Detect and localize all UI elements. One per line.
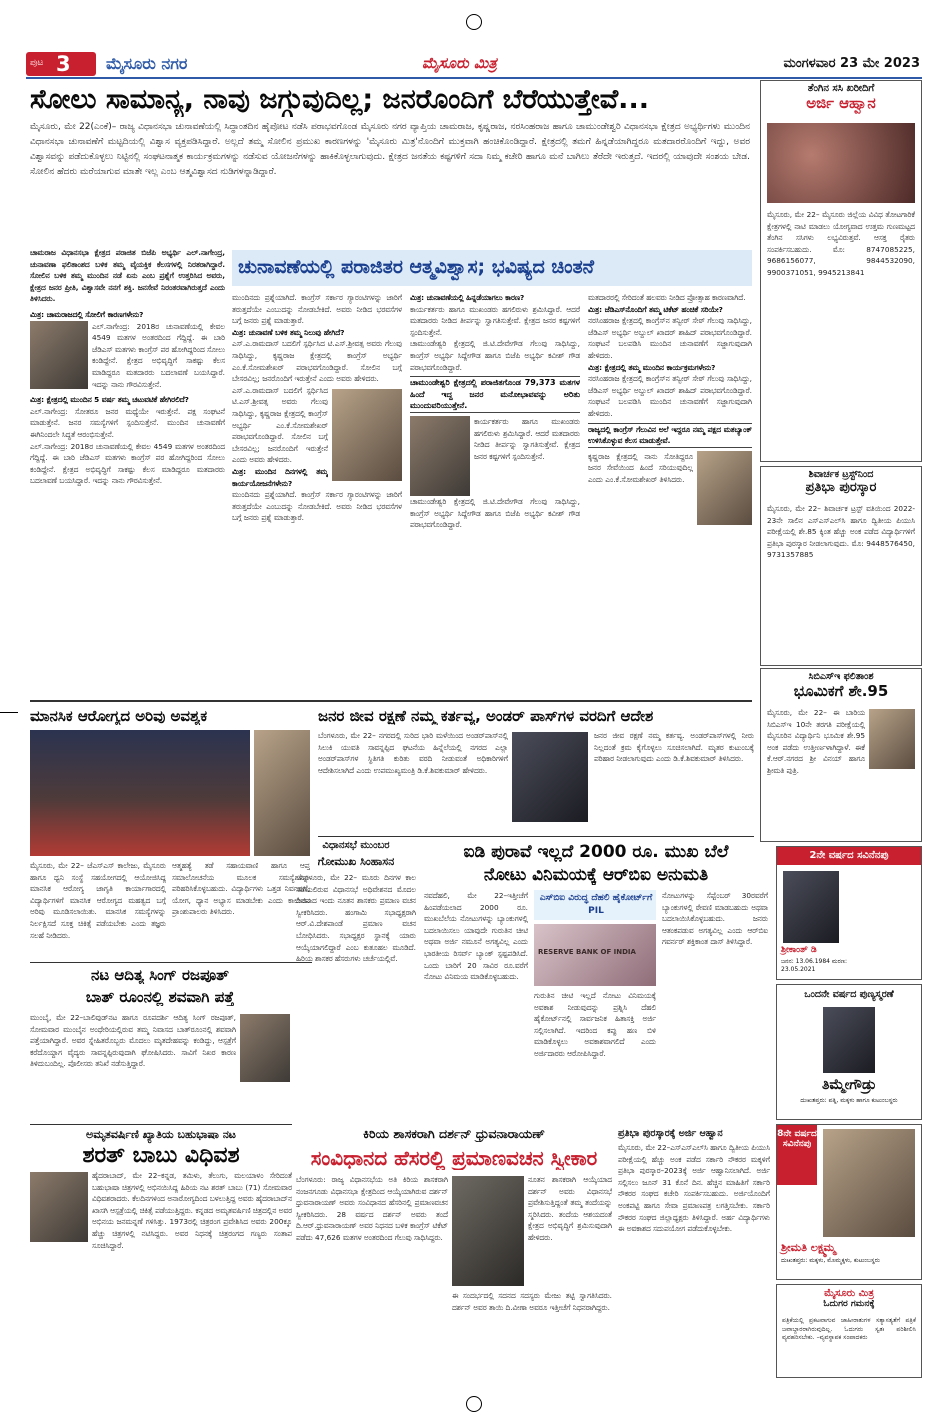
speaker-kicker: ವಿಧಾನಸಭೆ ಮುಂಬರ: [322, 840, 390, 851]
lead-col1-answer-2: ಎಲ್.ನಾಗೇಂದ್ರ: ಸೋತರೂ ಜನರ ಮಧ್ಯೆಯೇ ಇರುತ್ತೇನೆ. ಪಕ್ಷ ಸಂಘಟನೆ ಮಾಡುತ್ತೇನೆ. ಜನರ ಸಮಸ್ಯೆಗಳಿಗೆ ಸ್ಪಂದಿಸುತ್ತೇನೆ. ಮುಂದಿನ ಚುನಾವಣೆಗೆ ಈಗಿನಿಂದಲೇ ಸಿದ್ಧತೆ ಆರಂಭಿಸುತ್ತೇನೆ.: [30, 406, 225, 439]
sarath-kicker: ಅಮೃತವರ್ಷಿಣಿ ಖ್ಯಾತಿಯ ಬಹುಭಾಷಾ ನಟ: [86, 1128, 236, 1141]
onion-ad-body: ಮೈಸೂರು, ಮೇ 22– ಮೈಸೂರು ಜಿಲ್ಲೆಯ ವಿವಿಧ ತೋಟಗಾರಿಕೆ ಕ್ಷೇತ್ರಗಳಲ್ಲಿ ನಾಟಿ ಮಾಡಲು ಯೋಗ್ಯವಾದ ಉತ್ತಮ ಗುಣಮಟ್ಟದ ತೆಂಗಿನ ಸಸಿಗಳು ಲಭ್ಯವಿರುತ್ತವೆ. ಆಸಕ್ತ ರೈತರು ಸಂಪರ್ಕಿಸಬಹುದು. ಮೊ: 8747085225, 9686156077, 9844532090, 9900371051, 9945213841: [767, 210, 915, 277]
lead-col3-answer: ಕಾರ್ಯಕರ್ತರು ಹಾಗೂ ಮುಖಂಡರು ಹಗಲಿರುಳು ಶ್ರಮಿಸಿದ್ದಾರೆ. ಆದರೆ ಮತದಾರರು ನೀಡಿದ ತೀರ್ಪನ್ನು ಸ್ವಾಗತಿಸುತ್ತೇವೆ. ಕ್ಷೇತ್ರದ ಜನರ ಕಷ್ಟಗಳಿಗೆ ಸ್ಪಂದಿಸುತ್ತೇನೆ.: [474, 416, 580, 461]
lead-intro: ಮೈಸೂರು, ಮೇ 22(ಎಂಕೆ)– ರಾಜ್ಯ ವಿಧಾನಸಭಾ ಚುನಾವಣೆಯಲ್ಲಿ ಸಿದ್ಧಾಂತದಿನ ಹೈಪೋಟ ನಡೆಸಿ ಪರಾಭವಗೊಂಡ ಮೈಸೂರು ನಗರ ವ್ಯಾಪ್ತಿಯ ಚಾಮರಾಜ, ಕೃಷ್ಣರಾಜ, ನರಸಿಂಹರಾಜ ಹಾಗೂ ಚಾಮುಂಡೇಶ್ವರಿ ವಿಧಾನಸಭಾ ಕ್ಷೇತ್ರದ ಅಭ್ಯರ್ಥಿಗಳು ಮುಂದಿನ ವಿಧಾನಸಭಾ ಚುನಾವಣೆಗೆ ಮಟ್ಟದಿಯಲ್ಲಿ ವಿಶ್ವಾಸ ವ್ಯಕ್ತಪಡಿಸಿದ್ದಾರೆ. ಅಲ್ಲದೆ ತಮ್ಮ ಸೋಲಿನ ಪ್ರಮುಖ ಕಾರಣಗಳನ್ನು 'ಮೈಸೂರು ಮಿತ್ರ'ನೊಂದಿಗೆ ಮುಕ್ತವಾಗಿ ಹಂಚಿಕೊಂಡಿದ್ದಾರೆ. ಕ್ಷೇತ್ರದಲ್ಲಿ ತಮಗೆ ಹಿನ್ನಡೆಯಾಗಿದ್ದರೂ ಮತದಾರರೊಂದಿಗೆ ಇದ್ದು, ಅವರ ವಿಶ್ವಾಸವನ್ನು ಪಡೆದುಕೊಳ್ಳಲು ನಿಟ್ಟಿನಲ್ಲಿ ಸಂಘಟನಾತ್ಮಕ ಕಾರ್ಯಕ್ರಮಗಳನ್ನು ನಡೆಸುವ ಯೋಜನೆಗಳನ್ನು ಹಾಕಿಕೊಳ್ಳಲಾಗುವುದು. ಕ್ಷೇತ್ರದ ಜನತೆಯ ಕಷ್ಟಗಳಿಗೆ ಸದಾ ನಿಮ್ಮ ಕಚೇರಿ ಹಾಗೂ ಮನೆ ಬಾಗಿಲು ತೆರೆದೇ ಇರುತ್ತದೆ. ಇದರಲ್ಲಿ ಯಾವುದೇ ಸಂಶಯ ಬೇಡ. ಸೋಲಿನ ಹೆದರು ಮರೆಯಾಗುವ ಮಾತೇ ಇಲ್ಲ ಎಂಬ ಆತ್ಮವಿಶ್ವಾಸದ ನುಡಿಗಳನ್ನಾಡಿದ್ದಾರೆ.: [30, 122, 750, 177]
section-name: ಮೈಸೂರು ನಗರ: [106, 54, 188, 73]
onion-ad-subtitle: ಅರ್ಜಿ ಆಹ್ವಾನ: [806, 94, 876, 112]
lead-subhead-band: [232, 250, 752, 286]
mental-bottom-rule: [30, 962, 312, 963]
masthead-underline: [26, 77, 922, 79]
lead-bottom-rule: [30, 700, 752, 702]
lead-col-1: [30, 247, 225, 695]
bhumika-photo: [869, 709, 915, 769]
cbse-ad-body: ಮೈಸೂರು, ಮೇ 22– ಈ ಬಾರಿಯ ಸಿಬಿಎಸ್ಇ 10ನೇ ತರಗತಿ ಪರೀಕ್ಷೆಯಲ್ಲಿ ಮೈಸೂರಿನ ವಿದ್ಯಾರ್ಥಿನಿ ಭೂಮಿಕ ಶೇ.95 ಅಂಕ ಪಡೆದು ಉತ್ತೀರ್ಣಳಾಗಿದ್ದಾಳೆ. ಈಕೆ ಕೆ.ಆರ್.ನಗರದ ಶ್ರೀ ವಿನಯ್ ಹಾಗೂ ಶ್ರೀಮತಿ ಪುತ್ರಿ.: [767, 708, 865, 775]
lead-col4-question: ಮಿತ್ರ: ಜೆಡಿಎಸ್‌ನೊಂದಿಗೆ ತಮ್ಮ ಟಿಕೆಟ್ ಹಂಚಿಕೆ ಸರಿಯೇ?: [588, 304, 723, 314]
currency-body-3: ನೋಟುಗಳನ್ನು ಸೆಪ್ಟೆಂಬರ್ 30ರವರೆಗೆ ಬ್ಯಾಂಕುಗಳಲ್ಲಿ ಠೇವಣಿ ಮಾಡಬಹುದು ಅಥವಾ ಬದಲಾಯಿಸಿಕೊಳ್ಳಬಹುದು. ಜನರು ಆತಂಕಪಡುವ ಅಗತ್ಯವಿಲ್ಲ ಎಂದು ಆರ್‌ಬಿಐ ಗವರ್ನರ್ ಶಕ್ತಿಕಾಂತ ದಾಸ್ ತಿಳಿಸಿದ್ದಾರೆ.: [662, 891, 768, 947]
page-number: 3: [56, 52, 71, 76]
sarath-headline: ಶರತ್ ಬಾಬು ವಿಧಿವಶ: [82, 1143, 240, 1168]
lead-col4-answer: ನರಸಿಂಹರಾಜ ಕ್ಷೇತ್ರದಲ್ಲಿ ಕಾಂಗ್ರೆಸ್‌ನ ತನ್ವೀರ್ ಸೇಠ್ ಗೆಲುವು ಸಾಧಿಸಿದ್ದು, ಜೆಡಿಎಸ್ ಅಭ್ಯರ್ಥಿ ಅಬ್ದುಲ್ ಖಾದರ್ ಶಾಹಿದ್ ಪರಾಭವಗೊಂಡಿದ್ದಾರೆ. ಸಂಘಟನೆ ಬಲಪಡಿಸಿ ಮುಂದಿನ ಚುನಾವಣೆಗೆ ಸಜ್ಜಾಗುವುದಾಗಿ ಹೇಳಿದರು.: [588, 316, 752, 360]
lead-col2-question: ಮಿತ್ರ: ಚುನಾವಣೆ ಬಳಿಕ ತಮ್ಮ ನಿಲುವು ಹೇಗಿದೆ?: [232, 327, 345, 337]
memorial-3-title: 8ನೇ ವರ್ಷದ ಸವಿನೆನಪು: [777, 1125, 817, 1185]
notice-title: ಮೈಸೂರು ಮಿತ್ರ: [824, 1288, 874, 1299]
cbse-ad: [760, 668, 922, 842]
lead-col1-text: ಚಾಮರಾಜ ವಿಧಾನಸಭಾ ಕ್ಷೇತ್ರದ ಪರಾಜಿತ ಬಿಜೆಪಿ ಅಭ್ಯರ್ಥಿ ಎಲ್.ನಾಗೇಂದ್ರ, ಚುನಾವಣಾ ಫಲಿತಾಂಶದ ಬಳಿಕ ತಮ್ಮ ವೈಯಕ್ತಿಕ ಕೆಲಸಗಳಲ್ಲಿ ನಿರತರಾಗಿದ್ದಾರೆ. ಸೋಲಿನ ಬಳಿಕ ತಮ್ಮ ಮುಂದಿನ ನಡೆ ಏನು ಎಂಬ ಪ್ರಶ್ನೆಗೆ ಉತ್ತರಿಸಿದ ಅವರು, ಕ್ಷೇತ್ರದ ಜನರ ಪ್ರೀತಿ, ವಿಶ್ವಾಸವೇ ನನಗೆ ಶಕ್ತಿ. ಜನಸೇವೆ ನಿರಂತರವಾಗಿರುತ್ತದೆ ಎಂದು ತಿಳಿಸಿದರು.: [30, 248, 225, 304]
currency-pil-tag: [534, 890, 656, 920]
lead-col4-text: ಮತದಾರರಲ್ಲಿ ಸೇರಿದಂತೆ ಹಲವರು ನೀಡಿದ ಪ್ರೋತ್ಸಾಹ ಕಾರಣವಾಗಿದೆ.: [588, 293, 746, 302]
mental-body-1: ಮೈಸೂರು, ಮೇ 22– ಜೆಎಸ್ಎಸ್ ಕಾಲೇಜು, ಮೈಸೂರು ಹಾಗೂ ಧ್ವನಿ ಸಂಸ್ಥೆ ಸಹಯೋಗದಲ್ಲಿ ಆಯೋಜಿಸಿದ್ದ ಮಾನಸಿಕ ಆರೋಗ್ಯ ಜಾಗೃತಿ ಕಾರ್ಯಾಗಾರದಲ್ಲಿ ವಿದ್ಯಾರ್ಥಿಗಳಿಗೆ ಮಾನಸಿಕ ಆರೋಗ್ಯದ ಮಹತ್ವದ ಬಗ್ಗೆ ಅರಿವು ಮೂಡಿಸಲಾಯಿತು. ಮಾನಸಿಕ ಸಮಸ್ಯೆಗಳನ್ನು ನಿರ್ಲಕ್ಷಿಸದೆ ಸೂಕ್ತ ಚಿಕಿತ್ಸೆ ಪಡೆಯಬೇಕು ಎಂದು ತಜ್ಞರು ಸಲಹೆ ನೀಡಿದರು.: [30, 861, 166, 940]
notice-body: ಪತ್ರಿಕೆಯಲ್ಲಿ ಪ್ರಕಟವಾಗುವ ಜಾಹೀರಾತುಗಳ ಸತ್ಯಾಸತ್ಯತೆಗೆ ಪತ್ರಿಕೆ ಜವಾಬ್ದಾರರಾಗಿರುವುದಿಲ್ಲ. ಓದುಗರು ಸ್ವತಃ ಪರಿಶೀಲಿಸಿ ವ್ಯವಹರಿಸಬೇಕು. –ವ್ಯವಸ್ಥಾಪಕ ಸಂಪಾದಕರು: [782, 1317, 916, 1341]
speaker-headline: ಗೋಮುಖ ಸಿಂಹಾಸನ: [317, 855, 395, 868]
memorial-3-sub: ದುಃಖತಪ್ತರು: ಮಕ್ಕಳು, ಮೊಮ್ಮಕ್ಕಳು, ಕುಟುಂಬಸ್ಥರು: [781, 1257, 880, 1264]
lead-col-4: [588, 292, 752, 695]
memorial-1-title: 2ನೇ ವರ್ಷದ ಸವಿನೆನಪು: [777, 847, 921, 865]
lead-col2-answer: ಎಸ್.ಎ.ರಾಮದಾಸ್ ಬದಲಿಗೆ ಸ್ಪರ್ಧಿಸಿದ ಟಿ.ಎಸ್.ಶ್ರೀವತ್ಸ ಅವರು ಗೆಲುವು ಸಾಧಿಸಿದ್ದು, ಕೃಷ್ಣರಾಜ ಕ್ಷೇತ್ರದಲ್ಲಿ ಕಾಂಗ್ರೆಸ್ ಅಭ್ಯರ್ಥಿ ಎಂ.ಕೆ.ಸೋಮಶೇಖರ್ ಪರಾಭವಗೊಂಡಿದ್ದಾರೆ. ಸೋಲಿನ ಬಗ್ಗೆ ಬೇಸರವಿಲ್ಲ; ಜನರೊಂದಿಗೆ ಇರುತ್ತೇನೆ ಎಂದು ಅವರು ಹೇಳಿದರು.: [232, 339, 402, 384]
page-label: ಪುಟ: [30, 58, 44, 68]
lead-col1-question: ಮಿತ್ರ: ಚಾಮರಾಜದಲ್ಲಿ ಸೋಲಿಗೆ ಕಾರಣಗಳೇನು?: [30, 309, 144, 319]
lead-col3-question: ಮಿತ್ರ: ಚುನಾವಣೆಯಲ್ಲಿ ಹಿನ್ನಡೆಯಾಗಲು ಕಾರಣ?: [410, 293, 525, 302]
lead-col2-text: ಮುಂದಿನದು ಪ್ರಶ್ನೆಯಾಗಿದೆ. ಕಾಂಗ್ರೆಸ್ ಸರ್ಕಾರ ಗ್ಯಾರಂಟಿಗಳನ್ನು ಜಾರಿಗೆ ತರುತ್ತದೆಯೇ ಎಂಬುದನ್ನು ನೋಡಬೇಕಿದೆ. ಅವರು ನೀಡಿದ ಭರವಸೆಗಳ ಬಗ್ಗೆ ಜನರು ಪ್ರಶ್ನೆ ಮಾಡುತ್ತಾರೆ.: [232, 293, 402, 326]
underpass-body-2: ಜನರ ಜೀವ ರಕ್ಷಣೆ ನಮ್ಮ ಕರ್ತವ್ಯ. ಅಂಡರ್‌ಪಾಸ್‌ಗಳಲ್ಲಿ ನೀರು ನಿಲ್ಲದಂತೆ ಕ್ರಮ ಕೈಗೊಳ್ಳಲು ಸೂಚಿಸಲಾಗಿದೆ. ಮೃತರ ಕುಟುಂಬಕ್ಕೆ ಪರಿಹಾರ ನೀಡಲಾಗುವುದು ಎಂದು ಡಿ.ಕೆ.ಶಿವಕುಮಾರ್ ತಿಳಿಸಿದರು.: [594, 731, 754, 764]
issue-date: ಮಂಗಳವಾರ 23 ಮೇ 2023: [783, 56, 920, 71]
rbi-photo: [534, 924, 656, 986]
somashekar-photo: [332, 389, 402, 481]
lead-col1-answer-3: ಎಲ್.ನಾಗೇಂದ್ರ: 2018ರ ಚುನಾವಣೆಯಲ್ಲಿ ಕೇವಲ 4549 ಮತಗಳ ಅಂತರದಿಂದ ಗೆದ್ದಿದ್ದೆ. ಈ ಬಾರಿ ಜೆಡಿಎಸ್ ಮತಗಳು ಕಾಂಗ್ರೆಸ್ ಪರ ಹೋಗಿದ್ದರಿಂದ ಸೋಲು ಕಂಡಿದ್ದೇನೆ. ಕ್ಷೇತ್ರದ ಅಭಿವೃದ್ಧಿಗೆ ಸಾಕಷ್ಟು ಕೆಲಸ ಮಾಡಿದ್ದರೂ ಮತದಾರರು ಬದಲಾವಣೆ ಬಯಸಿದ್ದಾರೆ. ಇದನ್ನು ನಾನು ಗೌರವಿಸುತ್ತೇನೆ.: [30, 441, 225, 486]
lead-col-2: [232, 292, 402, 695]
lead-col4-callout: ರಾಜ್ಯದಲ್ಲಿ ಕಾಂಗ್ರೆಸ್ ಗೆಲುವಿನ ಅಲೆ ಇದ್ದರೂ ನಮ್ಮ ಪಕ್ಷದ ಮತಬ್ಯಾಂಕ್ ಉಳಿಸಿಕೊಳ್ಳುವ ಕೆಲಸ ಮಾಡುತ್ತೇವೆ.: [588, 423, 752, 448]
lead-col2-answer-2: ಎಸ್.ಎ.ರಾಮದಾಸ್ ಬದಲಿಗೆ ಸ್ಪರ್ಧಿಸಿದ ಟಿ.ಎಸ್.ಶ್ರೀವತ್ಸ ಅವರು ಗೆಲುವು ಸಾಧಿಸಿದ್ದು, ಕೃಷ್ಣರಾಜ ಕ್ಷೇತ್ರದಲ್ಲಿ ಕಾಂಗ್ರೆಸ್ ಅಭ್ಯರ್ಥಿ ಎಂ.ಕೆ.ಸೋಮಶೇಖರ್ ಪರಾಭವಗೊಂಡಿದ್ದಾರೆ. ಸೋಲಿನ ಬಗ್ಗೆ ಬೇಸರವಿಲ್ಲ; ಜನರೊಂದಿಗೆ ಇರುತ್ತೇನೆ ಎಂದು ಅವರು ಹೇಳಿದರು.: [232, 385, 328, 465]
actor-headline-2: ಬಾತ್ ರೂಂನಲ್ಲಿ ಶವವಾಗಿ ಪತ್ತೆ: [85, 988, 235, 1006]
lead-col3-answer-2: ಚಾಮುಂಡೇಶ್ವರಿ ಕ್ಷೇತ್ರದಲ್ಲಿ ಜಿ.ಟಿ.ದೇವೇಗೌಡ ಗೆಲುವು ಸಾಧಿಸಿದ್ದು, ಕಾಂಗ್ರೆಸ್ ಅಭ್ಯರ್ಥಿ ಸಿದ್ದೇಗೌಡ ಹಾಗೂ ಬಿಜೆಪಿ ಅಭ್ಯರ್ಥಿ ಕವೀಶ್ ಗೌಡ ಪರಾಭವಗೊಂಡಿದ್ದಾರೆ.: [410, 496, 580, 530]
lead-col3-text-2: ಚಾಮುಂಡೇಶ್ವರಿ ಕ್ಷೇತ್ರದಲ್ಲಿ ಜಿ.ಟಿ.ದೇವೇಗೌಡ ಗೆಲುವು ಸಾಧಿಸಿದ್ದು, ಕಾಂಗ್ರೆಸ್ ಅಭ್ಯರ್ಥಿ ಸಿದ್ದೇಗೌಡ ಹಾಗೂ ಬಿಜೆಪಿ ಅಭ್ಯರ್ಥಿ ಕವೀಶ್ ಗೌಡ ಪರಾಭವಗೊಂಡಿದ್ದಾರೆ.: [410, 339, 580, 372]
memorial-3-name: ಶ್ರೀಮತಿ ಲಕ್ಷ್ಮಮ್ಮ: [781, 1241, 836, 1254]
memorial-1-name: ಶ್ರೀಕಾಂತ್ ಡಿ: [781, 945, 817, 955]
memorial-1: [776, 846, 922, 980]
award-ad: [760, 466, 922, 666]
mental-headline: ಮಾನಸಿಕ ಆರೋಗ್ಯದ ಅರಿವು ಅವಶ್ಯಕ: [30, 707, 208, 725]
memorial-3: [776, 1124, 922, 1280]
readers-notice: [776, 1284, 922, 1378]
memorial-2-title: ಒಂದನೇ ವರ್ಷದ ಪುಣ್ಯಸ್ಮರಣೆ: [804, 989, 894, 1000]
crop-mark-left: [0, 712, 18, 713]
pratibha-headline: ಪ್ರತಿಭಾ ಪುರಸ್ಕಾರಕ್ಕೆ ಅರ್ಜಿ ಆಹ್ವಾನ: [618, 1128, 723, 1139]
lead-col2-question-2: ಮಿತ್ರ: ಮುಂದಿನ ದಿನಗಳಲ್ಲಿ ತಮ್ಮ ಕಾರ್ಯಯೋಜನೆಗಳೇನು?: [232, 466, 328, 488]
actor-headline-1: ನಟ ಆದಿತ್ಯ ಸಿಂಗ್ ರಜಪೂತ್: [91, 966, 229, 984]
lead-col4-answer-3: ಕೃಷ್ಣರಾಜ ಕ್ಷೇತ್ರದಲ್ಲಿ ನಾನು ಸೋತಿದ್ದರೂ ಜನರ ಸೇವೆಯಿಂದ ಹಿಂದೆ ಸರಿಯುವುದಿಲ್ಲ ಎಂದು ಎಂ.ಕೆ.ಸೋಮಶೇಖರ್ ತಿಳಿಸಿದರು.: [588, 451, 693, 484]
lead-col1-answer: ಎಲ್.ನಾಗೇಂದ್ರ: 2018ರ ಚುನಾವಣೆಯಲ್ಲಿ ಕೇವಲ 4549 ಮತಗಳ ಅಂತರದಿಂದ ಗೆದ್ದಿದ್ದೆ. ಈ ಬಾರಿ ಜೆಡಿಎಸ್ ಮತಗಳು ಕಾಂಗ್ರೆಸ್ ಪರ ಹೋಗಿದ್ದರಿಂದ ಸೋಲು ಕಂಡಿದ್ದೇನೆ. ಕ್ಷೇತ್ರದ ಅಭಿವೃದ್ಧಿಗೆ ಸಾಕಷ್ಟು ಕೆಲಸ ಮಾಡಿದ್ದರೂ ಮತದಾರರು ಬದಲಾವಣೆ ಬಯಸಿದ್ದಾರೆ. ಇದನ್ನು ನಾನು ಗೌರವಿಸುತ್ತೇನೆ.: [92, 321, 225, 389]
cbse-ad-subtitle: ಭೂಮಿಕಗೆ ಶೇ.95: [793, 682, 889, 700]
award-ad-title: ಶಿವಾರ್ಚಕ ಟ್ರಸ್ಟ್‌ನಿಂದ: [808, 469, 874, 480]
lead-col1-question-2: ಮಿತ್ರ: ಕ್ಷೇತ್ರದಲ್ಲಿ ಮುಂದಿನ 5 ವರ್ಷ ತಮ್ಮ ಚಟುವಟಿಕೆ ಹೇಗಿರಲಿದೆ?: [30, 395, 189, 405]
notice-subtitle: ಓದುಗರ ಗಮನಕ್ಕೆ: [823, 1299, 875, 1309]
shivakumar-photo: [512, 732, 588, 822]
memorial-2-sub: ದುಃಖತಪ್ತರು: ಪತ್ನಿ, ಮಕ್ಕಳು ಹಾಗೂ ಕುಟುಂಬಸ್ಥರು: [800, 1097, 898, 1104]
memorial-2: [776, 984, 922, 1120]
rbi-photo-text: RESERVE BANK OF INDIA: [538, 948, 636, 956]
registration-mark-bottom: [466, 1396, 482, 1412]
cbse-ad-title: ಸಿಬಿಎಸ್ಇ ಫಲಿತಾಂಶ: [808, 671, 874, 682]
mental-event-photo-2: [254, 730, 310, 856]
paper-name: ಮೈಸೂರು ಮಿತ್ರ: [422, 54, 497, 72]
oath-body-1: ಬೆಂಗಳೂರು: ರಾಜ್ಯ ವಿಧಾನಸಭೆಯ ಅತಿ ಕಿರಿಯ ಶಾಸಕರಾಗಿ ನಂಜನಗೂಡು ವಿಧಾನಸಭಾ ಕ್ಷೇತ್ರದಿಂದ ಆಯ್ಕೆಯಾಗಿರುವ ದರ್ಶನ್ ಧ್ರುವನಾರಾಯಣ್ ಅವರು ಸಂವಿಧಾನದ ಹೆಸರಿನಲ್ಲಿ ಪ್ರಮಾಣವಚನ ಸ್ವೀಕರಿಸಿದರು. 28 ವರ್ಷದ ದರ್ಶನ್ ಅವರು ತಂದೆ ದಿ.ಆರ್.ಧ್ರುವನಾರಾಯಣ್ ಅವರ ನಿಧನದ ಬಳಿಕ ಕಾಂಗ್ರೆಸ್ ಟಿಕೆಟ್ ಪಡೆದು 47,626 ಮತಗಳ ಅಂತರದಿಂದ ಗೆಲುವು ಸಾಧಿಸಿದ್ದರು.: [296, 1175, 448, 1242]
darshan-photo: [452, 1176, 524, 1286]
lead-col2-answer-3: ಮುಂದಿನದು ಪ್ರಶ್ನೆಯಾಗಿದೆ. ಕಾಂಗ್ರೆಸ್ ಸರ್ಕಾರ ಗ್ಯಾರಂಟಿಗಳನ್ನು ಜಾರಿಗೆ ತರುತ್ತದೆಯೇ ಎಂಬುದನ್ನು ನೋಡಬೇಕಿದೆ. ಅವರು ನೀಡಿದ ಭರವಸೆಗಳ ಬಗ್ಗೆ ಜನರು ಪ್ರಶ್ನೆ ಮಾಡುತ್ತಾರೆ.: [232, 490, 402, 523]
memorial-2-name: ತಿಮ್ಮೇಗೌಡ್ರು: [822, 1077, 876, 1093]
award-ad-subtitle: ಪ್ರತಿಭಾ ಪುರಸ್ಕಾರ: [805, 480, 877, 495]
lead-col3-text: ಕಾರ್ಯಕರ್ತರು ಹಾಗೂ ಮುಖಂಡರು ಹಗಲಿರುಳು ಶ್ರಮಿಸಿದ್ದಾರೆ. ಆದರೆ ಮತದಾರರು ನೀಡಿದ ತೀರ್ಪನ್ನು ಸ್ವಾಗತಿಸುತ್ತೇವೆ. ಕ್ಷೇತ್ರದ ಜನರ ಕಷ್ಟಗಳಿಗೆ ಸ್ಪಂದಿಸುತ್ತೇನೆ.: [410, 304, 580, 337]
actor-bottom-rule: [30, 1124, 292, 1125]
lead-col4-question-2: ಮಿತ್ರ: ಕ್ಷೇತ್ರದಲ್ಲಿ ತಮ್ಮ ಮುಂದಿನ ಕಾರ್ಯಕ್ರಮಗಳೇನು?: [588, 362, 716, 372]
aditya-photo: [240, 1014, 290, 1082]
oath-body-2: ನೂತನ ಶಾಸಕರಾಗಿ ಆಯ್ಕೆಯಾದ ದರ್ಶನ್ ಅವರು ವಿಧಾನಸಭೆ ಪ್ರವೇಶಿಸುತ್ತಿದ್ದಂತೆ ತಮ್ಮ ತಂದೆಯನ್ನು ಸ್ಮರಿಸಿದರು. ತಂದೆಯ ಆಶಯದಂತೆ ಕ್ಷೇತ್ರದ ಅಭಿವೃದ್ಧಿಗೆ ಶ್ರಮಿಸುವುದಾಗಿ ಹೇಳಿದರು.: [528, 1175, 612, 1242]
speaker-body: ಬೆಂಗಳೂರು, ಮೇ 22– ಮೂರು ದಿನಗಳ ಕಾಲ ನಡೆಯಲಿರುವ ವಿಧಾನಸಭೆ ಅಧಿವೇಶನದ ಮೊದಲ ದಿನವಾದ ಇಂದು ನೂತನ ಶಾಸಕರು ಪ್ರಮಾಣ ವಚನ ಸ್ವೀಕರಿಸಿದರು. ಹಂಗಾಮಿ ಸಭಾಧ್ಯಕ್ಷರಾಗಿ ಆರ್.ವಿ.ದೇಶಪಾಂಡೆ ಪ್ರಮಾಣ ವಚನ ಬೋಧಿಸಿದರು. ಸಭಾಧ್ಯಕ್ಷರ ಸ್ಥಾನಕ್ಕೆ ಯಾರು ಆಯ್ಕೆಯಾಗಲಿದ್ದಾರೆ ಎಂಬ ಕುತೂಹಲ ಮೂಡಿದೆ. ಹಿರಿಯ ಶಾಸಕರ ಹೆಸರುಗಳು ಚರ್ಚೆಯಲ್ಲಿವೆ.: [296, 873, 416, 964]
currency-headline-1: ಐಡಿ ಪುರಾವೆ ಇಲ್ಲದೆ 2000 ರೂ. ಮುಖ ಬೆಲೆ: [463, 842, 729, 862]
lead-subhead: ಚುನಾವಣೆಯಲ್ಲಿ ಪರಾಜಿತರ ಆತ್ಮವಿಶ್ವಾಸ; ಭವಿಷ್ಯದ ಚಿಂತನೆ: [238, 256, 594, 278]
underpass-bottom-rule: [318, 836, 754, 837]
masthead: [26, 52, 922, 78]
nagendra-photo: [30, 321, 88, 389]
memorial-1-dates: ಜನನ: 13.06.1984 ಮರಣ: 23.05.2021: [781, 958, 848, 973]
actor-body: ಮುಂಬೈ, ಮೇ 22–ಬಾಲಿವುಡ್‌ನಟ ಹಾಗೂ ರೂಪದರ್ಶಿ ಆದಿತ್ಯ ಸಿಂಗ್ ರಜಪೂತ್, ಸೋಮವಾರ ಮುಂಬೈನ ಅಂಧೇರಿಯಲ್ಲಿರುವ ತಮ್ಮ ನಿವಾಸದ ಬಾತ್‌ರೂಂನಲ್ಲಿ ಶವವಾಗಿ ಪತ್ತೆಯಾಗಿದ್ದಾರೆ. ಅವರ ಸ್ನೇಹಿತರೊಬ್ಬರು ಮೊದಲು ಮೃತದೇಹವನ್ನು ಕಂಡಿದ್ದು, ಆಸ್ಪತ್ರೆಗೆ ಕರೆದೊಯ್ದಾಗ ವೈದ್ಯರು ಸಾವನ್ನಪ್ಪಿರುವುದಾಗಿ ಘೋಷಿಸಿದರು. ಸಾವಿಗೆ ನಿಖರ ಕಾರಣ ತಿಳಿದುಬಂದಿಲ್ಲ. ಪೊಲೀಸರು ತನಿಖೆ ನಡೆಸುತ್ತಿದ್ದಾರೆ.: [30, 1013, 236, 1069]
srikanth-photo: [783, 871, 839, 943]
lakshmamma-photo: [823, 1129, 915, 1237]
sarath-body: ಹೈದರಾಬಾದ್, ಮೇ 22–ಕನ್ನಡ, ತಮಿಳು, ತೆಲುಗು, ಮಲಯಾಳಂ ಸೇರಿದಂತೆ ಬಹುಭಾಷಾ ಚಿತ್ರಗಳಲ್ಲಿ ಅಭಿನಯಿಸಿದ್ದ ಹಿರಿಯ ನಟ ಶರತ್ ಬಾಬು (71) ಸೋಮವಾರ ವಿಧಿವಶರಾದರು. ಕೆಲದಿನಗಳಿಂದ ಅನಾರೋಗ್ಯದಿಂದ ಬಳಲುತ್ತಿದ್ದ ಅವರು ಹೈದರಾಬಾದ್‌ನ ಖಾಸಗಿ ಆಸ್ಪತ್ರೆಯಲ್ಲಿ ಚಿಕಿತ್ಸೆ ಪಡೆಯುತ್ತಿದ್ದರು. ಕನ್ನಡದ ಅಮೃತವರ್ಷಿಣಿ ಚಿತ್ರದಲ್ಲಿನ ಅವರ ಅಭಿನಯ ಜನಮನ್ನಣೆ ಗಳಿಸಿತ್ತು. 1973ರಲ್ಲಿ ಚಿತ್ರರಂಗ ಪ್ರವೇಶಿಸಿದ ಅವರು 200ಕ್ಕೂ ಹೆಚ್ಚು ಚಿತ್ರಗಳಲ್ಲಿ ನಟಿಸಿದ್ದರು. ಅವರ ನಿಧನಕ್ಕೆ ಚಿತ್ರರಂಗದ ಗಣ್ಯರು ಸಂತಾಪ ಸೂಚಿಸಿದ್ದಾರೆ.: [92, 1171, 292, 1250]
siddegowda-photo: [410, 416, 470, 496]
oath-body-3: ಈ ಸಂದರ್ಭದಲ್ಲಿ ಸದನದ ಸದಸ್ಯರು ಮೇಜು ತಟ್ಟಿ ಸ್ವಾಗತಿಸಿದರು. ದರ್ಶನ್ ಅವರ ತಾಯಿ ದಿ.ವೀಣಾ ಅವರೂ ಇತ್ತೀಚೆಗೆ ನಿಧನರಾಗಿದ್ದರು.: [452, 1291, 612, 1312]
onion-ad-title: ತೆಂಗಿನ ಸಸಿ ಖರೀದಿಗೆ: [807, 83, 875, 94]
onion-photo: [767, 123, 915, 203]
award-ad-body: ಮೈಸೂರು, ಮೇ 22– ಶಿವಾರ್ಚಕ ಟ್ರಸ್ಟ್ ವತಿಯಿಂದ 2022-23ನೇ ಸಾಲಿನ ಎಸ್ಎಸ್ಎಲ್‌ಸಿ ಹಾಗೂ ದ್ವಿತೀಯ ಪಿಯುಸಿ ಪರೀಕ್ಷೆಯಲ್ಲಿ ಶೇ.85 ಕ್ಕಿಂತ ಹೆಚ್ಚು ಅಂಕ ಪಡೆದ ವಿದ್ಯಾರ್ಥಿಗಳಿಗೆ ಪ್ರತಿಭಾ ಪುರಸ್ಕಾರ ನೀಡಲಾಗುವುದು. ಮೊ: 9448576450, 9731357885: [767, 504, 915, 560]
page-number-badge: [26, 52, 96, 76]
lead-col4-answer-2: ನರಸಿಂಹರಾಜ ಕ್ಷೇತ್ರದಲ್ಲಿ ಕಾಂಗ್ರೆಸ್‌ನ ತನ್ವೀರ್ ಸೇಠ್ ಗೆಲುವು ಸಾಧಿಸಿದ್ದು, ಜೆಡಿಎಸ್ ಅಭ್ಯರ್ಥಿ ಅಬ್ದುಲ್ ಖಾದರ್ ಶಾಹಿದ್ ಪರಾಭವಗೊಂಡಿದ್ದಾರೆ. ಸಂಘಟನೆ ಬಲಪಡಿಸಿ ಮುಂದಿನ ಚುನಾವಣೆಗೆ ಸಜ್ಜಾಗುವುದಾಗಿ ಹೇಳಿದರು.: [588, 374, 752, 418]
currency-body-2: ಗುರುತಿನ ಚೀಟಿ ಇಲ್ಲದೆ ನೋಟು ವಿನಿಮಯಕ್ಕೆ ಅವಕಾಶ ನೀಡುವುದನ್ನು ಪ್ರಶ್ನಿಸಿ ದೆಹಲಿ ಹೈಕೋರ್ಟ್‌ನಲ್ಲಿ ಸಾರ್ವಜನಿಕ ಹಿತಾಸಕ್ತಿ ಅರ್ಜಿ ಸಲ್ಲಿಸಲಾಗಿದೆ. ಇದರಿಂದ ಕಪ್ಪು ಹಣ ಬಿಳಿ ಮಾಡಿಕೊಳ್ಳಲು ಅವಕಾಶವಾಗಲಿದೆ ಎಂದು ಅರ್ಜಿದಾರರು ಆರೋಪಿಸಿದ್ದಾರೆ.: [534, 991, 656, 1058]
onion-ad: [760, 80, 922, 462]
sarath-photo: [30, 1172, 88, 1242]
thimmegowda-photo: [823, 1007, 875, 1073]
registration-mark-top: [466, 14, 482, 30]
oath-headline: ಸಂವಿಧಾನದ ಹೆಸರಲ್ಲಿ ಪ್ರಮಾಣವಚನ ಸ್ವೀಕಾರ: [310, 1146, 598, 1170]
pil-tag-text: ಎಸ್‌ಬಿಐ ವಿರುದ್ಧ ದೆಹಲಿ ಹೈಕೋರ್ಟ್‌ಗೆ PIL: [539, 893, 653, 916]
underpass-body-1: ಬೆಂಗಳೂರು, ಮೇ 22– ನಗರದಲ್ಲಿ ಸುರಿದ ಭಾರಿ ಮಳೆಯಿಂದ ಅಂಡರ್‌ಪಾಸ್‌ನಲ್ಲಿ ಸಿಲುಕಿ ಯುವತಿ ಸಾವನ್ನಪ್ಪಿದ ಘಟನೆಯ ಹಿನ್ನೆಲೆಯಲ್ಲಿ ನಗರದ ಎಲ್ಲಾ ಅಂಡರ್‌ಪಾಸ್‌ಗಳ ಸ್ಥಿತಿಗತಿ ಕುರಿತು ವರದಿ ನೀಡುವಂತೆ ಅಧಿಕಾರಿಗಳಿಗೆ ಆದೇಶಿಸಲಾಗಿದೆ ಎಂದು ಉಪಮುಖ್ಯಮಂತ್ರಿ ಡಿ.ಕೆ.ಶಿವಕುಮಾರ್ ಹೇಳಿದರು.: [318, 731, 508, 775]
khader-photo: [697, 451, 752, 525]
lead-headline: ಸೋಲು ಸಾಮಾನ್ಯ, ನಾವು ಜಗ್ಗುವುದಿಲ್ಲ; ಜನರೊಂದಿಗೆ ಬೆರೆಯುತ್ತೇವೆ...: [30, 84, 649, 115]
lead-col3-callout: ಚಾಮುಂಡೇಶ್ವರಿ ಕ್ಷೇತ್ರದಲ್ಲಿ ಪರಾಜಿತಗೊಂಡ 79,373 ಮತಗಳ ಹಿಂದೆ ಇದ್ದ ಜನರ ಮನೋಭಾವವನ್ನು ಅರಿತು ಮುಂದುವರಿಯುತ್ತೇನೆ.: [410, 376, 580, 413]
underpass-headline: ಜನರ ಜೀವ ರಕ್ಷಣೆ ನಮ್ಮ ಕರ್ತವ್ಯ, ಅಂಡರ್ ಪಾಸ್‌ಗಳ ವರದಿಗೆ ಆದೇಶ: [318, 707, 654, 725]
lead-col-3: [410, 292, 580, 695]
pratibha-body: ಮೈಸೂರು, ಮೇ 22–ಎಸ್ಎಸ್ಎಲ್‌ಸಿ ಹಾಗೂ ದ್ವಿತೀಯ ಪಿಯುಸಿ ಪರೀಕ್ಷೆಯಲ್ಲಿ ಹೆಚ್ಚು ಅಂಕ ಪಡೆದ ಸರ್ಕಾರಿ ನೌಕರರ ಮಕ್ಕಳಿಗೆ ಪ್ರತಿಭಾ ಪುರಸ್ಕಾರ–2023ಕ್ಕೆ ಅರ್ಜಿ ಆಹ್ವಾನಿಸಲಾಗಿದೆ. ಅರ್ಜಿ ಸಲ್ಲಿಸಲು ಜೂನ್ 31 ಕೊನೆ ದಿನ. ಹೆಚ್ಚಿನ ಮಾಹಿತಿಗೆ ಸರ್ಕಾರಿ ನೌಕರರ ಸಂಘದ ಕಚೇರಿ ಸಂಪರ್ಕಿಸಬಹುದು. ಅರ್ಜಿಯೊಂದಿಗೆ ಅಂಕಪಟ್ಟಿ ಹಾಗೂ ಸೇವಾ ಪ್ರಮಾಣಪತ್ರ ಲಗತ್ತಿಸಬೇಕು. ಸರ್ಕಾರಿ ನೌಕರರ ಸಂಘದ ಜಿಲ್ಲಾಧ್ಯಕ್ಷರು ತಿಳಿಸಿದ್ದಾರೆ. ಅರ್ಹ ವಿದ್ಯಾರ್ಥಿಗಳು ಈ ಅವಕಾಶದ ಸದುಪಯೋಗ ಪಡೆದುಕೊಳ್ಳಬೇಕು.: [618, 1143, 770, 1234]
oath-kicker: ಕಿರಿಯ ಶಾಸಕರಾಗಿ ದರ್ಶನ್ ಧ್ರುವನಾರಾಯಣ್: [363, 1126, 545, 1141]
currency-body-1: ನವದೆಹಲಿ, ಮೇ 22–ಇತ್ತೀಚೆಗೆ ಹಿಂಪಡೆಯಲಾದ 2000 ರೂ. ಮುಖಬೆಲೆಯ ನೋಟುಗಳನ್ನು ಬ್ಯಾಂಕುಗಳಲ್ಲಿ ಬದಲಾಯಿಸಲು ಯಾವುದೇ ಗುರುತಿನ ಚೀಟಿ ಅಥವಾ ಅರ್ಜಿ ನಮೂನೆ ಅಗತ್ಯವಿಲ್ಲ ಎಂದು ಭಾರತೀಯ ರಿಸರ್ವ್ ಬ್ಯಾಂಕ್ ಸ್ಪಷ್ಟಪಡಿಸಿದೆ. ಒಂದು ಬಾರಿಗೆ 20 ಸಾವಿರ ರೂ.ವರೆಗೆ ನೋಟು ವಿನಿಮಯ ಮಾಡಿಕೊಳ್ಳಬಹುದು.: [424, 891, 528, 982]
mental-event-photo: [30, 730, 250, 856]
mental-body-2: ಆತ್ಮಹತ್ಯೆ ತಡೆ ಸಹಾಯವಾಣಿ ಹಾಗೂ ಆಪ್ತ ಸಮಾಲೋಚನೆಯ ಮೂಲಕ ಸಮಸ್ಯೆಗಳನ್ನು ಪರಿಹರಿಸಿಕೊಳ್ಳಬಹುದು. ವಿದ್ಯಾರ್ಥಿಗಳು ಒತ್ತಡ ನಿರ್ವಹಣೆ, ಯೋಗ, ಧ್ಯಾನ ಅಭ್ಯಾಸ ಮಾಡಬೇಕು ಎಂದು ಕಾಲೇಜಿನ ಪ್ರಾಂಶುಪಾಲರು ತಿಳಿಸಿದರು.: [172, 861, 310, 917]
currency-headline-2: ನೋಟು ವಿನಿಮಯಕ್ಕೆ ಆರ್‌ಬಿಐ ಅನುಮತಿ: [483, 865, 709, 885]
